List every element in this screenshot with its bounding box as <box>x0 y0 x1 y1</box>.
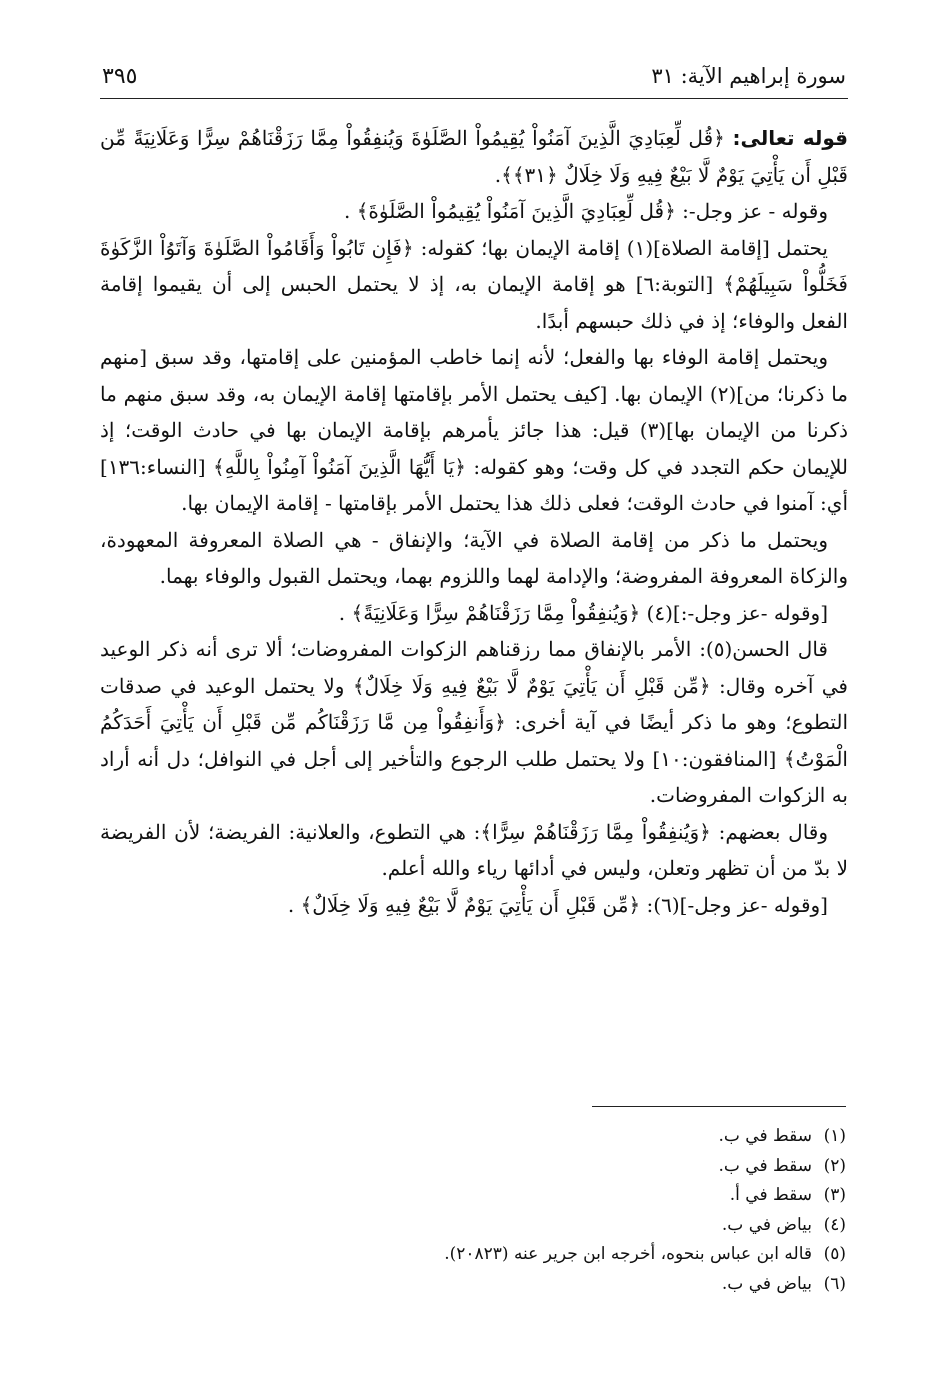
footnote-divider <box>592 1106 846 1107</box>
paragraph-verse <box>100 120 848 193</box>
page-number: ٣٩٥ <box>102 64 138 89</box>
footnote-number: (١) <box>823 1126 846 1146</box>
paragraph-text: وقال بعضهم: ﴿وَيُنفِقُواْ مِمَّا رَزَقْنَاهُمْ سِرًّا﴾: هي التطوع، والعلانية: الفريضة؛ لأن الفريضة لا بدّ من أن تظهر وتعلن، وليس في أدائها رياء والله أعلم. <box>100 819 848 880</box>
footnote-text: بياض في ب. <box>721 1273 812 1294</box>
footnote-number: (٤) <box>823 1214 846 1235</box>
footnote <box>246 1181 846 1211</box>
footnotes <box>246 1122 846 1299</box>
paragraph <box>100 631 848 814</box>
paragraph <box>100 339 848 522</box>
footnote <box>246 1122 846 1152</box>
paragraph-text: [وقوله -عز وجل-:](٤) ﴿وَيُنفِقُواْ مِمَّا رَزَقْنَاهُمْ سِرًّا وَعَلَانِيَةً﴾ . <box>338 600 828 625</box>
footnote-number: (٥) <box>823 1244 846 1264</box>
footnote <box>246 1211 846 1241</box>
paragraph <box>100 522 848 595</box>
footnote-text: سقط في ب. <box>718 1126 812 1146</box>
paragraph <box>100 230 848 340</box>
footnote-text: بياض في ب. <box>721 1214 812 1235</box>
paragraph-text: وقوله - عز وجل-: ﴿قُل لِّعِبَادِيَ الَّذِينَ آمَنُواْ يُقِيمُواْ الصَّلَوٰةَ﴾ . <box>344 199 828 223</box>
paragraph-text: [وقوله -عز وجل-](٦): ﴿مِّن قَبْلِ أَن يَأْتِيَ يَوْمٌ لَّا بَيْعٌ فِيهِ وَلَا خِلَالٌ﴾ . <box>287 892 828 917</box>
footnote <box>246 1240 846 1270</box>
footnote <box>246 1152 846 1182</box>
running-header-title: سورة إبراهيم الآية: ٣١ <box>651 64 846 88</box>
paragraph <box>100 814 848 887</box>
page-header <box>100 58 848 99</box>
verse-lead: قوله تعالى: <box>732 126 848 150</box>
footnote-text: سقط في ب. <box>718 1155 812 1176</box>
paragraph-text: ﴿قُل لِّعِبَادِيَ الَّذِينَ آمَنُواْ يُقِيمُواْ الصَّلَوٰةَ وَيُنفِقُواْ مِمَّا رَزَقْنَاهُمْ سِرًّا وَعَلَانِيَةً مِّن قَبْلِ أَن يَأْتِيَ يَوْمٌ لَّا بَيْعٌ فِيهِ وَلَا خِلَالٌ ﴿٣١﴾﴾. <box>100 126 848 187</box>
footnote-text: سقط في أ. <box>729 1185 812 1205</box>
main-text <box>100 120 848 923</box>
paragraph-text: قال الحسن(٥): الأمر بالإنفاق مما رزقناهم الزكوات المفروضات؛ ألا ترى أنه ذكر الوعيد في آخره وقال: ﴿مِّن قَبْلِ أَن يَأْتِيَ يَوْمٌ لَّا بَيْعٌ فِيهِ وَلَا خِلَالٌ﴾ ولا يحتمل الوعيد في صدقات التطوع؛ وهو ما ذكر أيضًا في آية أخرى: ﴿وَأَنفِقُواْ مِن مَّا رَزَقْنَاكُم مِّن قَبْلِ أَن يَأْتِيَ أَحَدَكُمُ الْمَوْتُ﴾ [المنافقون:١٠] ولا يحتمل طلب الرجوع والتأخير إلى أجل في النوافل؛ دل أنه أراد به الزكوات المفروضات. <box>100 637 848 807</box>
footnote-number: (٣) <box>823 1185 846 1205</box>
paragraph-text: ويحتمل إقامة الوفاء بها والفعل؛ لأنه إنما خاطب المؤمنين على إقامتها، وقد سبق [منهم ما ذكرنا؛ من](٢) الإيمان بها. [كيف يحتمل الأمر بإقامتها إقامة الإيمان به، وقد سبق منهم ما ذكرنا من الإيمان بها](٣) قيل: هذا جائز يأمرهم بإقامة الإيمان بها في حادث الوقت؛ إذ للإيمان حكم التجدد في كل وقت؛ وهو كقوله: ﴿يَا أَيُّهَا الَّذِينَ آمَنُواْ آمِنُواْ بِاللَّهِ﴾ [النساء:١٣٦] أي: آمنوا في حادث الوقت؛ فعلى ذلك هذا يحتمل الأمر بإقامتها - إقامة الإيمان بها. <box>100 345 849 515</box>
footnote-text: قاله ابن عباس بنحوه، أخرجه ابن جرير عنه (٢٠٨٢٣). <box>444 1244 812 1264</box>
footnote-number: (٦) <box>823 1273 846 1294</box>
paragraph <box>100 193 848 230</box>
footnote-number: (٢) <box>823 1155 846 1176</box>
footnote <box>246 1270 846 1300</box>
paragraph <box>100 595 848 632</box>
paragraph <box>100 887 848 924</box>
paragraph-text: ويحتمل ما ذكر من إقامة الصلاة في الآية؛ والإنفاق - هي الصلاة المعروفة المعهودة، والزكاة المعروفة المفروضة؛ والإدامة لهما واللزوم بهما، ويحتمل القبول والوفاء بهما. <box>100 527 848 588</box>
paragraph-text: يحتمل [إقامة الصلاة](١) إقامة الإيمان بها؛ كقوله: ﴿فَإِن تَابُواْ وَأَقَامُواْ الصَّلَوٰةَ وَآتَوُاْ الزَّكَوٰةَ فَخَلُّواْ سَبِيلَهُمْ﴾ [التوبة:٦] هو إقامة الإيمان به، إذ لا يحتمل الحبس إلى أن يقيموا إقامة الفعل والوفاء؛ إذ في ذلك حبسهم أبدًا. <box>100 235 848 333</box>
